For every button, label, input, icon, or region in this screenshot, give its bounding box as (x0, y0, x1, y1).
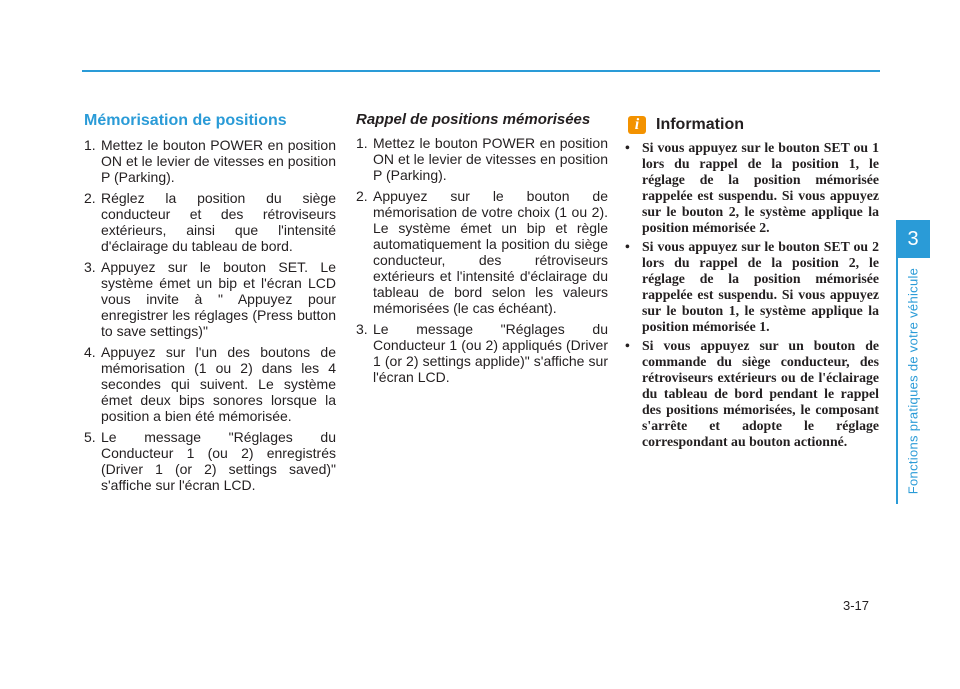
step-text: Le message "Réglages du Conducteur 1 (ou 2) appliqués (Driver 1 (or 2) settings applide)" s'affiche sur l'écran LCD. (373, 321, 608, 385)
step-item (84, 190, 336, 254)
info-list (623, 140, 879, 450)
info-item (623, 140, 879, 236)
step-item (84, 429, 336, 493)
step-text: Appuyez sur le bouton SET. Le système émet un bip et l'écran LCD vous invite à " Appuyez pour enregistrer les réglages (Press button to save settings)" (101, 259, 336, 339)
step-text: Appuyez sur l'un des boutons de mémorisation (1 ou 2) dans les 4 secondes qui suivent. Le système émet deux bips sonores lorsque la position a bien été mémorisée. (101, 344, 336, 424)
section-title: Mémorisation de positions (84, 112, 287, 129)
information-box (623, 112, 879, 453)
step-item (356, 321, 608, 385)
step-text: Appuyez sur le bouton de mémorisation de votre choix (1 ou 2). Le système émet un bip et règle automatiquement la position du siège conducteur, des rétroviseurs extérieurs et l'intensité d'éclairage du tableau de bord selon les valeurs mémorisées (le cas échéant). (373, 188, 608, 316)
recall-steps (356, 135, 608, 385)
chapter-label: Fonctions pratiques de votre véhicule (905, 267, 921, 495)
chapter-tab: 3 (896, 220, 930, 258)
info-text: Si vous appuyez sur le bouton SET ou 1 lors du rappel de la position 1, le réglage de la position mémorisée rappelée est suspendu. Si vous appuyez sur le bouton 2, le système applique la position mémorisée 2. (642, 140, 879, 235)
subsection-title: Rappel de positions mémorisées (356, 111, 591, 128)
step-text: Mettez le bouton POWER en position ON et le levier de vitesses en position P (Parking). (373, 135, 608, 183)
step-item (84, 344, 336, 424)
step-number: 3. (356, 321, 368, 337)
step-number: 3. (84, 259, 96, 275)
step-text: Le message "Réglages du Conducteur 1 (ou 2) enregistrés (Driver 1 (or 2) settings saved)" s'affiche sur l'écran LCD. (101, 429, 336, 493)
bullet-icon: • (625, 338, 630, 353)
info-item (623, 338, 879, 450)
step-number: 5. (84, 429, 96, 445)
bullet-icon: • (625, 140, 630, 155)
info-item (623, 239, 879, 335)
info-icon: i (628, 116, 646, 134)
memorize-section (84, 112, 336, 498)
step-number: 4. (84, 344, 96, 360)
info-title: Information (656, 116, 744, 133)
info-text: Si vous appuyez sur le bouton SET ou 2 lors du rappel de la position 2, le réglage de la position mémorisée rappelée est suspendu. Si vous appuyez sur le bouton 1, le système applique la position mémorisée 1. (642, 239, 879, 334)
page-number: 3-17 (843, 598, 870, 613)
step-text: Mettez le bouton POWER en position ON et le levier de vitesses en position P (Parking). (101, 137, 336, 185)
bullet-icon: • (625, 239, 630, 254)
info-header (628, 116, 879, 134)
step-text: Réglez la position du siège conducteur et des rétroviseurs extérieurs, ainsi que l'intensité d'éclairage du tableau de bord. (101, 190, 336, 254)
info-text: Si vous appuyez sur un bouton de commande du siège conducteur, des rétroviseurs extérieurs ou de l'éclairage du tableau de bord pendant le rappel des positions mémorisées, le composant s'arrête et adopte le réglage correspondant au bouton actionné. (642, 338, 879, 449)
header-rule (82, 70, 880, 72)
step-item (356, 188, 608, 316)
step-item (356, 135, 608, 183)
step-number: 1. (356, 135, 368, 151)
step-number: 2. (356, 188, 368, 204)
side-rule (896, 258, 898, 504)
step-item (84, 137, 336, 185)
step-item (84, 259, 336, 339)
step-number: 2. (84, 190, 96, 206)
step-number: 1. (84, 137, 96, 153)
recall-section (356, 112, 608, 390)
memorize-steps (84, 137, 336, 493)
